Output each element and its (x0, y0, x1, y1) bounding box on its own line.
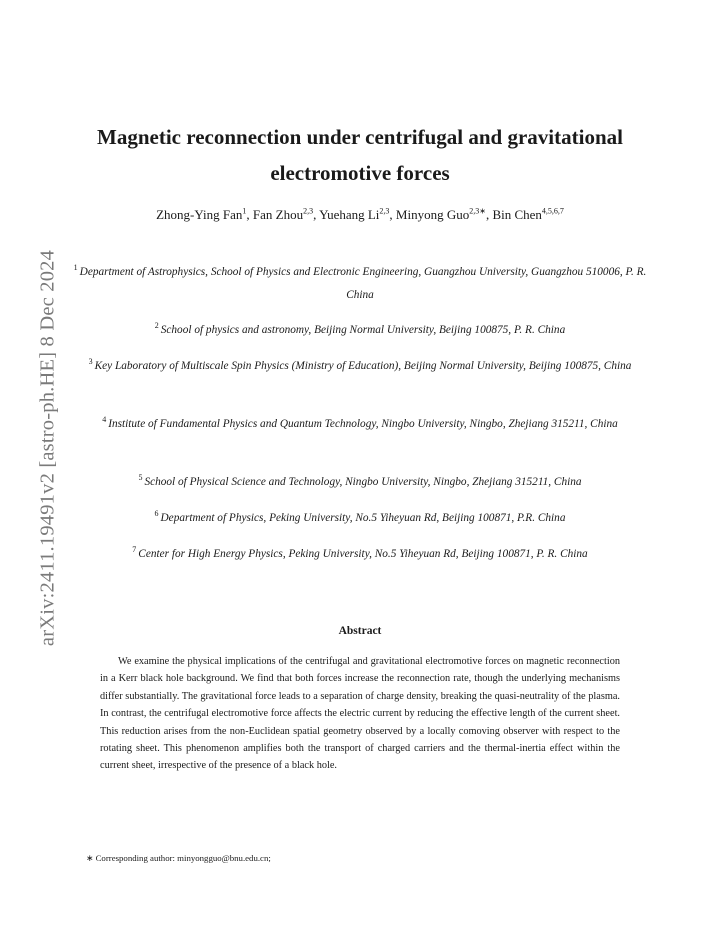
affiliation-number: 4 (102, 415, 107, 425)
arxiv-stamp: arXiv:2411.19491v2 [astro-ph.HE] 8 Dec 2024 (36, 249, 59, 647)
affiliation-number: 1 (73, 263, 78, 273)
abstract-body: We examine the physical implications of the centrifugal and gravitational electromotive forces on magnetic reconnection in a Kerr black hole background. We find that both forces increase the reconnection rate, though the underlying mechanisms differ substantially. The gravitational force leads to a separation of charge density, breaking the quasi-neutrality of the plasma. In contrast, the centrifugal electromotive force affects the electric current by reducing the effective length of the current sheet. This reduction arises from the non-Euclidean spatial geometry observed by a locally comoving observer with respect to the rotating sheet. This phenomenon amplifies both the transport of charged carriers and the thermal-inertia effect within the current sheet, irrespective of the presence of a black hole. (100, 656, 620, 772)
affiliation-6 (70, 507, 650, 530)
affiliation-number: 7 (132, 545, 137, 555)
affiliation-2 (70, 319, 650, 342)
affiliation-text: School of physics and astronomy, Beijing Normal University, Beijing 100875, P. R. China (160, 324, 566, 336)
affiliation-7 (70, 543, 650, 566)
affiliation-number: 2 (154, 321, 159, 331)
affiliation-number: 6 (154, 509, 159, 519)
affiliation-number: 5 (138, 473, 143, 483)
affiliation-number: 3 (88, 357, 93, 367)
author-name: Minyong Guo (395, 207, 470, 222)
abstract-heading: Abstract (338, 625, 382, 637)
affiliation-5 (70, 471, 650, 494)
paper-title: Magnetic reconnection under centrifugal and gravitational electromotive forces (97, 125, 623, 185)
affiliation-4 (70, 413, 650, 436)
affiliation-text: Institute of Fundamental Physics and Quantum Technology, Ningbo University, Ningbo, Zhejiang 315211, China (108, 418, 618, 430)
author-affil-sup: 2,3 (303, 206, 314, 216)
author-name: Zhong-Ying Fan (156, 207, 243, 222)
author-name: Bin Chen (492, 207, 542, 222)
affiliation-3 (70, 355, 650, 378)
author-name: Fan Zhou (252, 207, 304, 222)
affiliation-text: School of Physical Science and Technology, Ningbo University, Ningbo, Zhejiang 315211, China (144, 476, 582, 488)
corresponding-author-footnote: ∗ Corresponding author: minyongguo@bnu.edu.cn; (86, 853, 271, 863)
author-list: Zhong-Ying Fan$^1$, Fan Zhou$^{2,3}$, Yuehang Li$^{2,3}$, Minyong Guo$^{2,3∗}$, Bin Chen$^{4,5,6,7}$ (156, 206, 564, 222)
author-affil-sup: 1 (242, 206, 247, 216)
affiliation-text: Key Laboratory of Multiscale Spin Physics (Ministry of Education), Beijing Normal University, Beijing 100875, China (94, 360, 632, 372)
author-affil-sup: 2,3∗ (469, 206, 486, 216)
affiliation-1 (70, 261, 650, 307)
affiliation-text: Center for High Energy Physics, Peking University, No.5 Yiheyuan Rd, Beijing 100871, P. R. China (138, 548, 588, 560)
author-affil-sup: 2,3 (379, 206, 390, 216)
affiliation-text: Department of Astrophysics, School of Physics and Electronic Engineering, Guangzhou University, Guangzhou 510006, P. R. China (79, 266, 647, 301)
affiliation-text: Department of Physics, Peking University, No.5 Yiheyuan Rd, Beijing 100871, P.R. China (160, 512, 566, 524)
author-name: Yuehang Li (319, 207, 380, 222)
author-affil-sup: 4,5,6,7 (541, 206, 564, 216)
